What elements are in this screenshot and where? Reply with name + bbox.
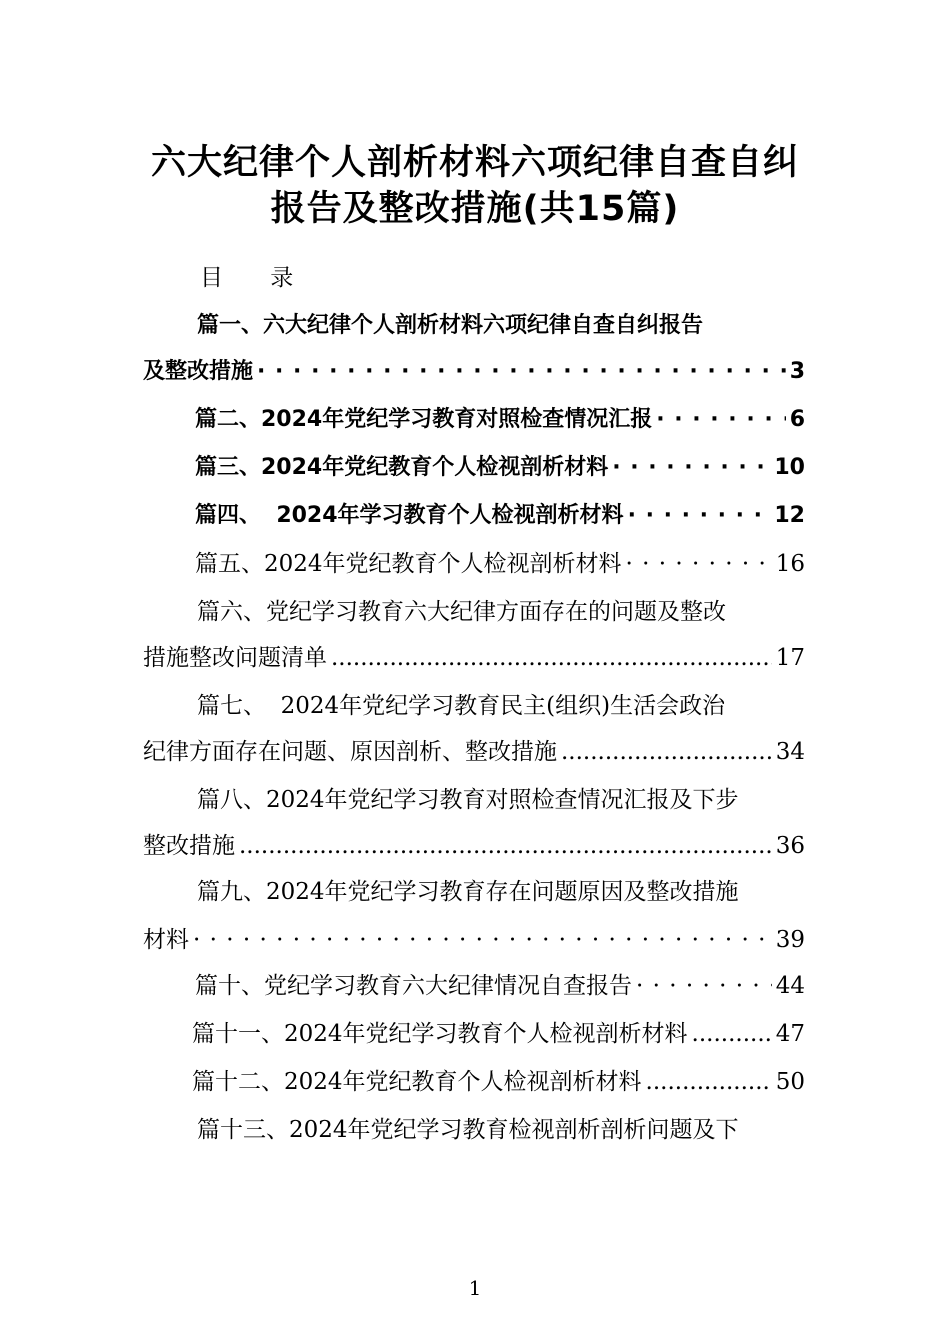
toc-entry-8-line-2[interactable] [143,830,805,862]
toc-entry-11[interactable] [192,1018,805,1050]
toc-entry-text: 及整改措施 [143,359,254,384]
toc-entry-13-line-1[interactable]: 篇十三、2024年党纪学习教育检视剖析剖析问题及下 [197,1117,739,1143]
toc-page-number: 36 [775,833,805,859]
toc-page-number: 6 [789,407,805,432]
toc-page-number: 34 [775,739,805,765]
toc-entry-9-line-1[interactable]: 篇九、2024年党纪学习教育存在问题原因及整改措施 [197,879,739,905]
toc-entry-text: 篇十二、2024年党纪教育个人检视剖析材料 [192,1069,642,1095]
toc-entry-text: 篇十一、2024年党纪学习教育个人检视剖析材料 [192,1021,688,1047]
toc-leader-dots [646,1066,772,1098]
toc-heading: 目 录 [200,265,314,291]
toc-leader-dots [561,736,772,768]
toc-page-number: 44 [775,973,805,999]
toc-entry-text: 篇五、2024年党纪教育个人检视剖析材料 [195,551,622,577]
toc-entry-text: 措施整改问题清单 [143,645,327,671]
toc-leader-dots [193,924,772,956]
toc-entry-text: 篇三、2024年党纪教育个人检视剖析材料 [195,455,609,480]
toc-entry-3[interactable] [195,452,805,484]
document-title-line-2: 报告及整改措施(共15篇) [270,189,680,229]
toc-page-number: 17 [775,645,805,671]
page-number: 1 [468,1276,482,1300]
toc-entry-7-line-1[interactable]: 篇七、 2024年党纪学习教育民主(组织)生活会政治 [197,693,726,719]
toc-leader-dots [612,452,770,484]
toc-page-number: 10 [774,455,805,480]
toc-page-number: 50 [775,1069,805,1095]
toc-entry-4[interactable] [195,500,805,532]
toc-entry-7-line-2[interactable] [143,736,805,768]
toc-leader-dots [257,356,786,388]
toc-entry-text: 篇二、2024年党纪学习教育对照检查情况汇报 [195,407,653,432]
toc-leader-dots [239,830,772,862]
toc-entry-1-line-2[interactable] [143,356,805,388]
toc-entry-6-line-1[interactable]: 篇六、党纪学习教育六大纪律方面存在的问题及整改 [197,599,726,625]
toc-leader-dots [626,548,772,580]
toc-entry-text: 整改措施 [143,833,235,859]
toc-leader-dots [636,970,772,1002]
toc-entry-text: 材料 [143,927,189,953]
document-title-line-1: 六大纪律个人剖析材料六项纪律自查自纠 [150,143,799,183]
toc-entry-text: 纪律方面存在问题、原因剖析、整改措施 [143,739,557,765]
toc-page-number: 39 [775,927,805,953]
toc-entry-5[interactable] [195,548,805,580]
toc-entry-8-line-1[interactable]: 篇八、2024年党纪学习教育对照检查情况汇报及下步 [197,787,739,813]
toc-page-number: 3 [789,359,805,384]
toc-page-number: 12 [774,503,805,528]
toc-entry-1-line-1[interactable]: 篇一、六大纪律个人剖析材料六项纪律自查自纠报告 [197,313,704,338]
toc-entry-10[interactable] [195,970,805,1002]
toc-leader-dots [628,500,771,532]
toc-entry-6-line-2[interactable] [143,642,805,674]
toc-entry-text: 篇十、党纪学习教育六大纪律情况自查报告 [195,973,632,999]
toc-entry-12[interactable] [192,1066,805,1098]
toc-entry-9-line-2[interactable] [143,924,805,956]
toc-entry-text: 篇四、 2024年学习教育个人检视剖析材料 [195,503,624,528]
toc-page-number: 16 [775,551,805,577]
toc-leader-dots [692,1018,772,1050]
toc-entry-2[interactable] [195,404,805,436]
toc-leader-dots [331,642,772,674]
toc-leader-dots [656,404,785,436]
toc-page-number: 47 [775,1021,805,1047]
